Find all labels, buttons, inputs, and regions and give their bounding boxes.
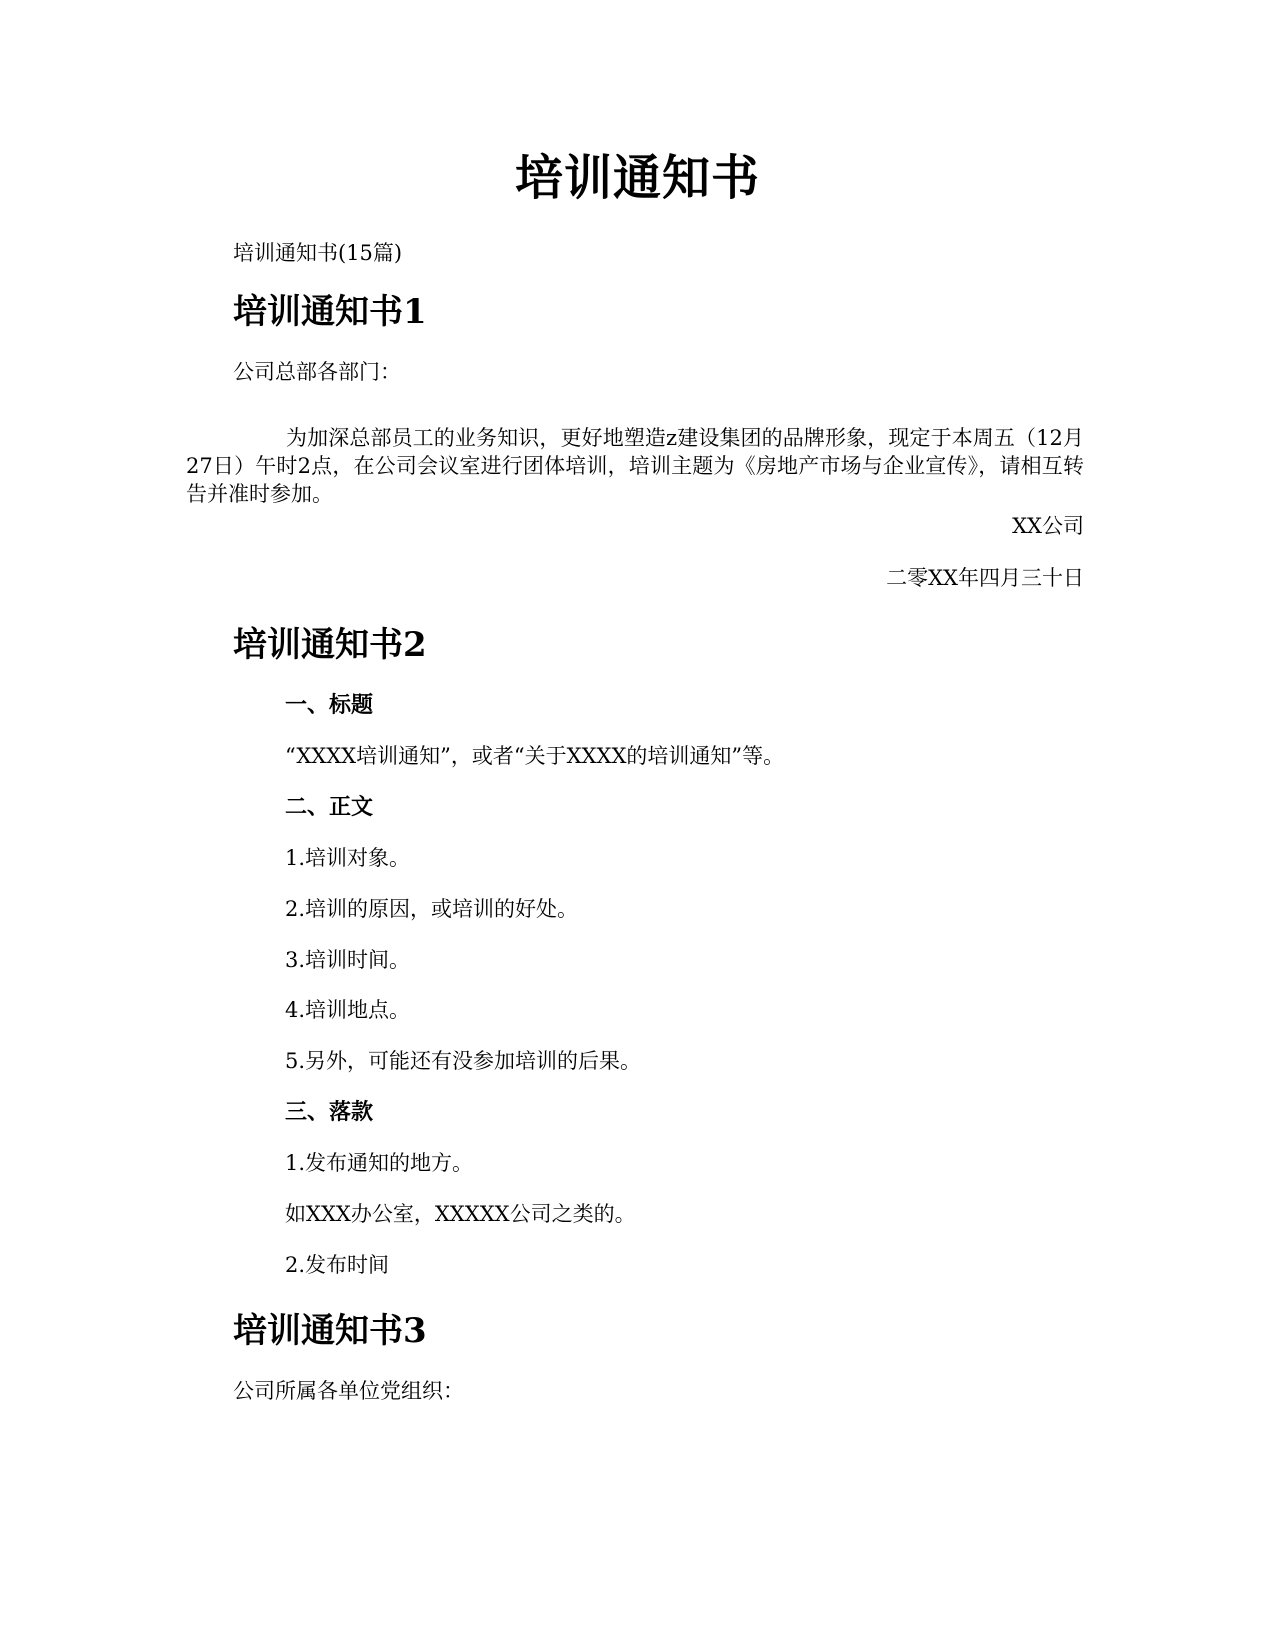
list-item: 3.培训时间。 [285,948,411,972]
list-item: 2.发布时间 [285,1253,390,1277]
section-3-heading: 培训通知书3 [233,1311,427,1351]
section-1-salutation: 公司总部各部门： [233,360,401,384]
section-2-part-3-heading: 三、落款 [285,1099,374,1125]
section-2-part-1-text: “XXXX培训通知”，或者“关于XXXX的培训通知”等。 [285,744,785,768]
document-subtitle: 培训通知书(15篇) [233,241,403,265]
list-item: 1.培训对象。 [285,846,411,870]
list-item: 2.培训的原因，或培训的好处。 [285,897,579,921]
section-2-part-1-heading: 一、标题 [285,692,374,718]
list-item: 如XXX办公室，XXXXX公司之类的。 [285,1202,636,1226]
list-item: 5.另外，可能还有没参加培训的后果。 [285,1049,642,1073]
section-3-salutation: 公司所属各单位党组织： [233,1379,464,1403]
list-item: 4.培训地点。 [285,998,411,1022]
document-title: 培训通知书 [514,150,760,206]
list-item: 1.发布通知的地方。 [285,1151,474,1175]
section-1-body: 为加深总部员工的业务知识，更好地塑造z建设集团的品牌形象，现定于本周五（12月27日）午时2点，在公司会议室进行团体培训，培训主题为《房地产市场与企业宣传》，请相互转告并准时参加。 [186,426,1084,506]
section-2-part-2-heading: 二、正文 [285,794,374,820]
section-1-signature: XX公司 [1012,514,1084,538]
section-2-heading: 培训通知书2 [233,625,427,665]
section-1-date: 二零XX年四月三十日 [886,566,1084,590]
section-1-heading: 培训通知书1 [233,292,427,332]
